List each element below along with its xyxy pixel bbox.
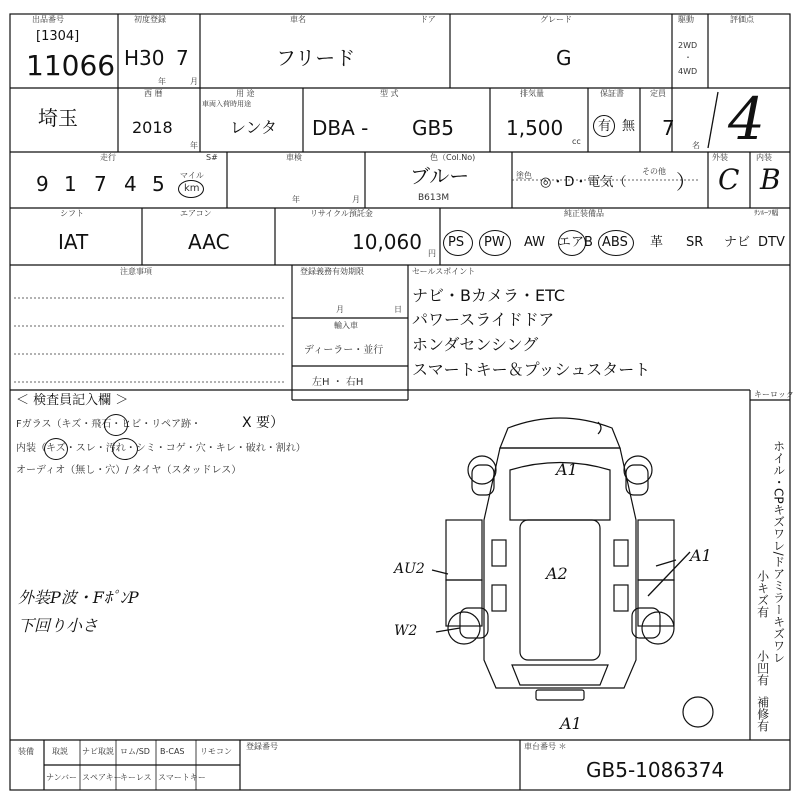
inspector-heading: ＜ 検査員記入欄 ＞ — [16, 393, 129, 408]
model-prefix: DBA - — [312, 116, 369, 140]
equip-sr: SR — [686, 235, 704, 250]
mileage-digit-4: 4 — [124, 172, 137, 196]
first-reg-year-unit: 年 — [158, 77, 166, 86]
label-reg-number: 登録番号 — [246, 742, 278, 751]
label-manual: 取説 — [52, 747, 68, 756]
km-circle — [178, 180, 204, 198]
equip-dtv: DTV — [758, 235, 785, 250]
equip-ps-circle — [443, 230, 473, 256]
sales-point-2: パワースライドドア — [412, 310, 555, 329]
label-aircon: エアコン — [180, 209, 212, 218]
mark-right: A1 — [690, 546, 712, 565]
label-color: 色（Col.No) — [430, 153, 476, 162]
mileage-digit-1: 9 — [36, 172, 49, 196]
sales-point-1: ナビ・Bカメラ・ETC — [412, 286, 566, 305]
label-exterior: 外装 — [712, 153, 728, 162]
label-smart-key: スマートキー — [158, 773, 206, 782]
score-value: 4 — [728, 85, 765, 153]
year-ad-unit: 年 — [190, 141, 198, 150]
vertical-note-2: 小キズ有 — [755, 570, 770, 618]
inspector-line-1-mark: X 要） — [242, 415, 285, 431]
label-shift: シフト — [60, 209, 84, 218]
recycle-value: 10,060 — [352, 230, 422, 254]
label-chassis: 車台番号 ＊ — [524, 742, 567, 751]
vertical-note-4: 補修有 — [755, 696, 770, 732]
stain-circle — [112, 438, 138, 460]
model-code: GB5 — [412, 116, 454, 140]
mark-bottom: A1 — [560, 714, 582, 733]
region: 埼玉 — [38, 106, 78, 130]
label-spare-key: スペアキー — [82, 773, 122, 782]
label-import: 輸入車 — [334, 321, 358, 330]
label-bcas: B-CAS — [160, 747, 185, 756]
paint-other: その他 — [642, 167, 666, 176]
inspection-month: 月 — [352, 195, 360, 204]
lot-bracket: [1304] — [36, 29, 80, 44]
mileage-digit-3: 7 — [94, 172, 107, 196]
equip-ps: PS — [448, 235, 465, 250]
shift-value: IAT — [58, 230, 89, 254]
label-sunroof: ｻﾝﾙｰﾌ幅 — [754, 209, 779, 217]
label-usage: 用 途 — [236, 89, 255, 98]
mileage-unit-miles: マイル — [180, 171, 204, 180]
warranty-yes: 有 — [598, 119, 612, 134]
label-navi-manual: ナビ取説 — [82, 747, 114, 756]
handwritten-note-2: 下回り小さ — [18, 616, 99, 635]
equip-leather: 革 — [650, 235, 664, 250]
label-door: ドア — [420, 15, 436, 24]
equip-abs-circle — [598, 230, 634, 256]
drive-4wd: 4WD — [678, 67, 698, 76]
equip-pw-circle — [479, 230, 511, 256]
displacement: 1,500 — [506, 116, 564, 140]
label-first-reg: 初度登録 — [134, 15, 166, 24]
first-reg-month-unit: 月 — [190, 77, 198, 86]
year-ad: 2018 — [132, 118, 173, 137]
label-remote: リモコン — [200, 747, 232, 756]
label-rom-sd: ロム/SD — [120, 747, 150, 756]
label-sales: セールスポイント — [412, 267, 476, 276]
warranty-circle — [593, 115, 615, 137]
label-keylock: キーロック — [754, 390, 794, 399]
label-score: 評価点 — [730, 15, 754, 24]
label-mileage: 走行 — [100, 153, 116, 162]
inspector-line-3: オーディオ（無し・穴）/ タイヤ（スタッドレス） — [16, 465, 242, 476]
mileage-digit-5: 5 — [152, 172, 165, 196]
mark-top: A1 — [556, 460, 578, 479]
sales-point-4: スマートキー＆プッシュスタート — [412, 360, 651, 379]
label-grade: グレード — [540, 15, 572, 24]
label-interior: 内装 — [756, 153, 772, 162]
mark-center: A2 — [546, 564, 568, 583]
equip-airbag-circle — [558, 230, 586, 256]
paint-type: ◎・D・電気（ — [540, 175, 627, 190]
lot-number: 11066 — [26, 49, 116, 82]
equip-pw: PW — [484, 235, 505, 250]
grade-value: G — [556, 46, 572, 70]
exterior-grade: C — [718, 163, 740, 196]
steering-option: 左H ・ 右H — [312, 377, 364, 388]
label-displacement: 排気量 — [520, 89, 544, 98]
handwritten-note-1: 外装P波・FﾎﾟﾝP — [18, 588, 139, 607]
cc-unit: cc — [572, 137, 581, 146]
mark-wheel: W2 — [394, 623, 418, 639]
label-car-name: 車名 — [290, 15, 306, 24]
dealer-option: ディーラー・並行 — [304, 345, 384, 356]
mileage-digit-2: 1 — [64, 172, 77, 196]
drive-dot: ・ — [684, 53, 692, 62]
label-caution: 注意事項 — [120, 267, 152, 276]
label-inspection: 車検 — [286, 153, 302, 162]
recycle-unit: 円 — [428, 249, 436, 258]
drive-2wd: 2WD — [678, 41, 698, 50]
interior-grade: B — [760, 163, 781, 196]
label-keyless: キーレス — [120, 773, 152, 782]
aircon-value: AAC — [188, 230, 230, 254]
sales-point-3: ホンダセンシング — [412, 335, 539, 354]
chip-circle — [104, 414, 128, 436]
vertical-note-3: 小凹有 — [755, 650, 770, 686]
equip-abs: ABS — [602, 235, 628, 250]
label-capacity: 定員 — [650, 89, 666, 98]
label-equip-tray: 装備 — [18, 747, 34, 756]
equip-aw: AW — [524, 235, 546, 250]
car-name: フリード — [276, 46, 356, 70]
chassis-number: GB5-1086374 — [586, 758, 725, 782]
first-reg-month: 7 — [176, 46, 189, 70]
capacity: 7 — [662, 116, 675, 140]
label-model: 型 式 — [380, 89, 399, 98]
dealer-month: 月 — [336, 305, 344, 314]
vertical-note-1: ホイル・CPキズワレ/ドアミラーキズワレ — [771, 440, 786, 664]
label-usage-sub: 車両入荷時用途 — [202, 100, 251, 108]
color-value: ブルー — [410, 164, 470, 188]
scratch-circle — [44, 438, 68, 460]
inspector-line-1: Fガラス（キズ・飛石・ヒビ・リペア跡・ — [16, 419, 202, 430]
label-s-number: S# — [206, 153, 218, 162]
label-plate: ナンバー — [46, 773, 78, 782]
first-reg-era: H30 — [124, 46, 165, 70]
mark-left: AU2 — [394, 561, 425, 577]
label-warranty: 保証書 — [600, 89, 624, 98]
inspector-line-2: 内装（キズ・スレ・汚れ・シミ・コゲ・穴・キレ・破れ・割れ） — [16, 443, 306, 454]
label-dealer: 登録義務有効期限 — [300, 267, 364, 276]
paint-close: ） — [676, 170, 696, 194]
warranty-no: 無 — [622, 119, 636, 134]
usage: レンタ — [230, 118, 277, 137]
capacity-unit: 名 — [692, 141, 700, 150]
label-equipment: 純正装備品 — [564, 209, 604, 218]
label-drive: 駆動 — [678, 15, 694, 24]
paint-label: 塗色 — [516, 171, 532, 180]
label-recycle: リサイクル預託金 — [310, 209, 373, 218]
label-lot: 出品番号 — [32, 15, 64, 24]
color-code: B613M — [418, 193, 450, 203]
mileage-unit-km: km — [184, 183, 200, 194]
equip-airbag: エアB — [558, 235, 593, 250]
dealer-day: 日 — [394, 305, 402, 314]
vehicle-diagram — [446, 418, 713, 727]
inspection-year: 年 — [292, 195, 300, 204]
label-year-ad: 西 暦 — [144, 89, 163, 98]
equip-navi: ナビ — [724, 235, 751, 250]
